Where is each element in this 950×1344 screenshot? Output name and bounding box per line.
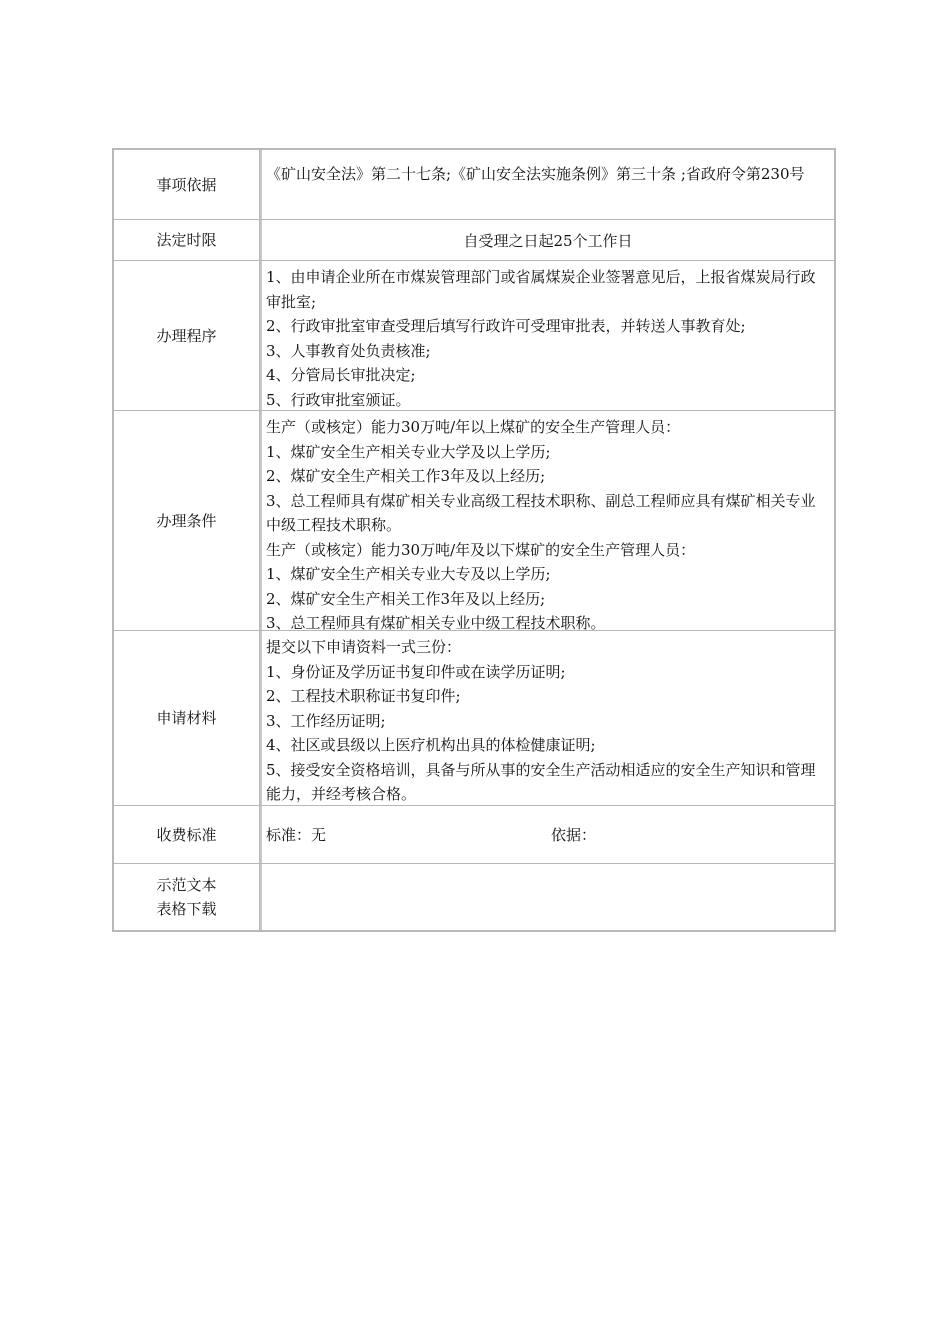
conditions-line: 生产（或核定）能力30万吨/年及以下煤矿的安全生产管理人员：: [266, 540, 696, 559]
procedure-line: 4、分管局长审批决定;: [266, 366, 416, 384]
row-procedure: [114, 261, 834, 411]
label-materials: 申请材料: [114, 631, 260, 805]
procedure-line: 2、行政审批室审查受理后填写行政许可受理审批表，并转送人事教育处;: [266, 317, 746, 335]
service-info-table: [112, 148, 836, 932]
row-basis: [114, 150, 834, 220]
content-materials: [260, 631, 834, 805]
label-fee: 收费标准: [114, 806, 260, 863]
materials-line: 5、接受安全资格培训，具备与所从事的安全生产活动相适应的安全生产知识和管理能力，并经考核合格。: [266, 760, 816, 803]
fee-basis: 依据：: [551, 826, 597, 845]
materials-line: 3、工作经历证明;: [266, 711, 386, 730]
fee-standard: 标准：无: [266, 826, 327, 845]
materials-line: 1、身份证及学历证书复印件或在读学历证明;: [266, 662, 566, 681]
row-download: [114, 864, 834, 930]
row-time-limit: [114, 220, 834, 261]
procedure-line: 1、由申请企业所在市煤炭管理部门或省属煤炭企业签署意见后，上报省煤炭局行政审批室;: [266, 268, 816, 311]
materials-line: 4、社区或县级以上医疗机构出具的体检健康证明;: [266, 736, 596, 754]
content-download: [260, 864, 834, 930]
row-conditions: [114, 411, 834, 631]
label-download: [114, 864, 260, 930]
row-materials: [114, 631, 834, 806]
label-download-line2: 表格下载: [156, 900, 217, 918]
conditions-line: 1、煤矿安全生产相关专业大学及以上学历;: [266, 442, 551, 461]
conditions-line: 1、煤矿安全生产相关专业大专及以上学历;: [266, 565, 551, 583]
label-time-limit: 法定时限: [114, 220, 260, 260]
label-download-line1: 示范文本: [156, 876, 217, 894]
label-conditions: 办理条件: [114, 411, 260, 630]
conditions-line: 2、煤矿安全生产相关工作3年及以上经历;: [266, 467, 546, 485]
conditions-line: 2、煤矿安全生产相关工作3年及以上经历;: [266, 589, 546, 608]
content-procedure: [260, 261, 834, 410]
procedure-line: 3、人事教育处负责核准;: [266, 341, 431, 360]
materials-line: 提交以下申请资料一式三份：: [266, 638, 462, 656]
content-fee: [260, 806, 834, 863]
content-basis: 《矿山安全法》第二十七条;《矿山安全法实施条例》第三十条 ;省政府令第230号: [260, 150, 834, 219]
label-basis: 事项依据: [114, 150, 260, 219]
materials-line: 2、工程技术职称证书复印件;: [266, 687, 461, 705]
label-procedure: 办理程序: [114, 261, 260, 410]
conditions-line: 生产（或核定）能力30万吨/年以上煤矿的安全生产管理人员：: [266, 418, 681, 436]
content-conditions: [260, 411, 834, 630]
procedure-line: 5、行政审批室颁证。: [266, 390, 411, 409]
conditions-line: 3、总工程师具有煤矿相关专业高级工程技术职称、副总工程师应具有煤矿相关专业中级工程技术职称。: [266, 491, 816, 534]
row-fee: [114, 806, 834, 864]
conditions-line: 3、总工程师具有煤矿相关专业中级工程技术职称。: [266, 614, 606, 630]
content-time-limit: 自受理之日起25个工作日: [260, 220, 834, 260]
